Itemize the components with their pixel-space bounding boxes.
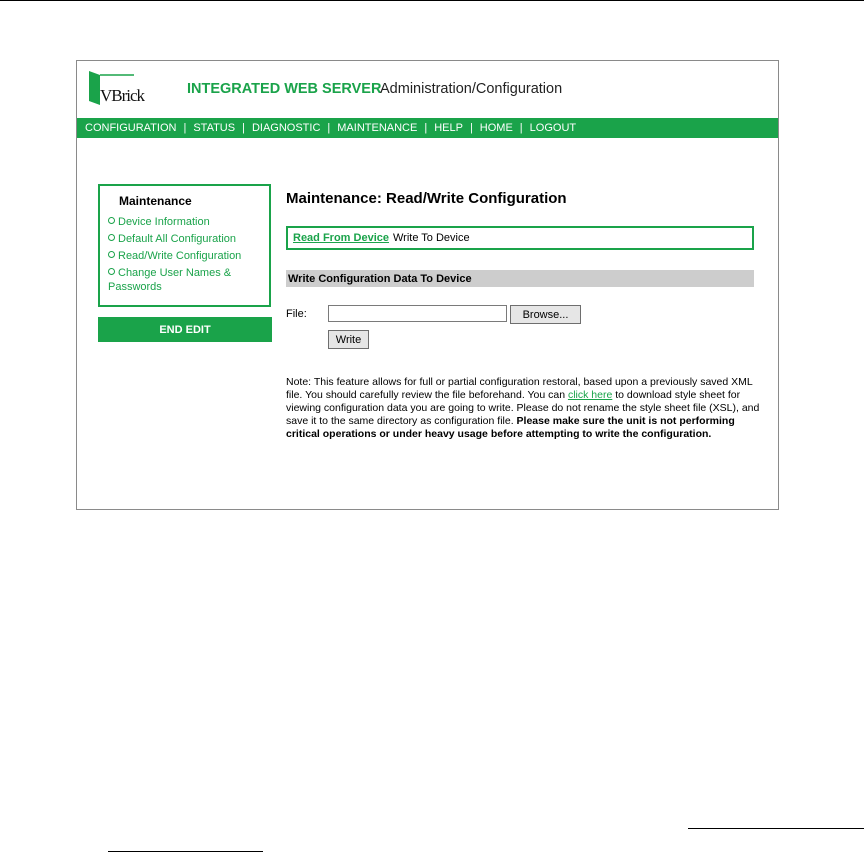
end-edit-button[interactable]: END EDIT [98,317,272,342]
sidebar-item-read-write-configuration[interactable] [108,249,268,263]
sidebar-item-default-all-configuration[interactable] [108,232,268,246]
nav-logout[interactable]: LOGOUT [529,122,577,134]
browser-frame [76,60,779,510]
nav-status[interactable]: STATUS [193,122,236,134]
nav-help[interactable]: HELP [434,122,463,134]
note-warning: Please make sure the unit is not performing critical operations or under heavy usage before attempting to write the configuration. [286,415,735,440]
section-header: Write Configuration Data To Device [286,270,754,287]
nav-separator: | [469,122,473,134]
click-here-link[interactable]: click here [567,389,613,401]
top-nav [77,118,778,138]
footer-rule [688,828,864,829]
sidebar-item-label: Default All Configuration [118,233,237,245]
write-button[interactable]: Write [328,330,369,349]
vbrick-logo [86,69,145,109]
sidebar-list [108,215,268,297]
sidebar-item-label: Read/Write Configuration [118,250,242,262]
file-label: File: [286,308,307,320]
sidebar-item-change-user-names[interactable] [108,266,268,294]
note-text [286,376,761,441]
nav-maintenance[interactable]: MAINTENANCE [337,122,418,134]
nav-diagnostic[interactable]: DIAGNOSTIC [251,122,321,134]
sidebar-item-label: Device Information [118,216,210,228]
top-rule [0,0,864,1]
bullet-icon [108,268,115,275]
file-path-input[interactable] [328,305,507,322]
browse-button[interactable]: Browse... [510,305,581,324]
bullet-icon [108,251,115,258]
nav-separator: | [327,122,331,134]
brand-subtitle: Administration/Configuration [380,81,563,97]
sidebar-item-device-information[interactable] [108,215,268,229]
note-part-2: to download style sheet for viewing configuration data you are going to write. Please do not rename the style sheet file (XSL), and save it to the same directory as configuration file. [286,389,760,427]
tab-write-to-device: Write To Device [392,232,470,244]
nav-configuration[interactable]: CONFIGURATION [85,122,177,134]
nav-separator: | [183,122,187,134]
page-title: Maintenance: Read/Write Configuration [286,190,567,207]
nav-separator: | [424,122,428,134]
maintenance-sidebar [98,184,271,307]
sidebar-item-label: Change User Names & Passwords [108,267,232,293]
logo-text: VBrick [100,86,145,105]
nav-separator: | [242,122,245,134]
brand-title: INTEGRATED WEB SERVER [187,81,382,97]
header [77,61,778,117]
tab-read-from-device[interactable]: Read From Device [293,232,389,244]
nav-home[interactable]: HOME [479,122,513,134]
bullet-icon [108,217,115,224]
note-part-1: Note: This feature allows for full or partial configuration restoral, based upon a previously saved XML file. You should carefully review the file beforehand. You can [286,376,753,401]
tab-bar [286,226,754,250]
nav-separator: | [519,122,523,134]
bullet-icon [108,234,115,241]
sidebar-title: Maintenance [119,194,192,208]
